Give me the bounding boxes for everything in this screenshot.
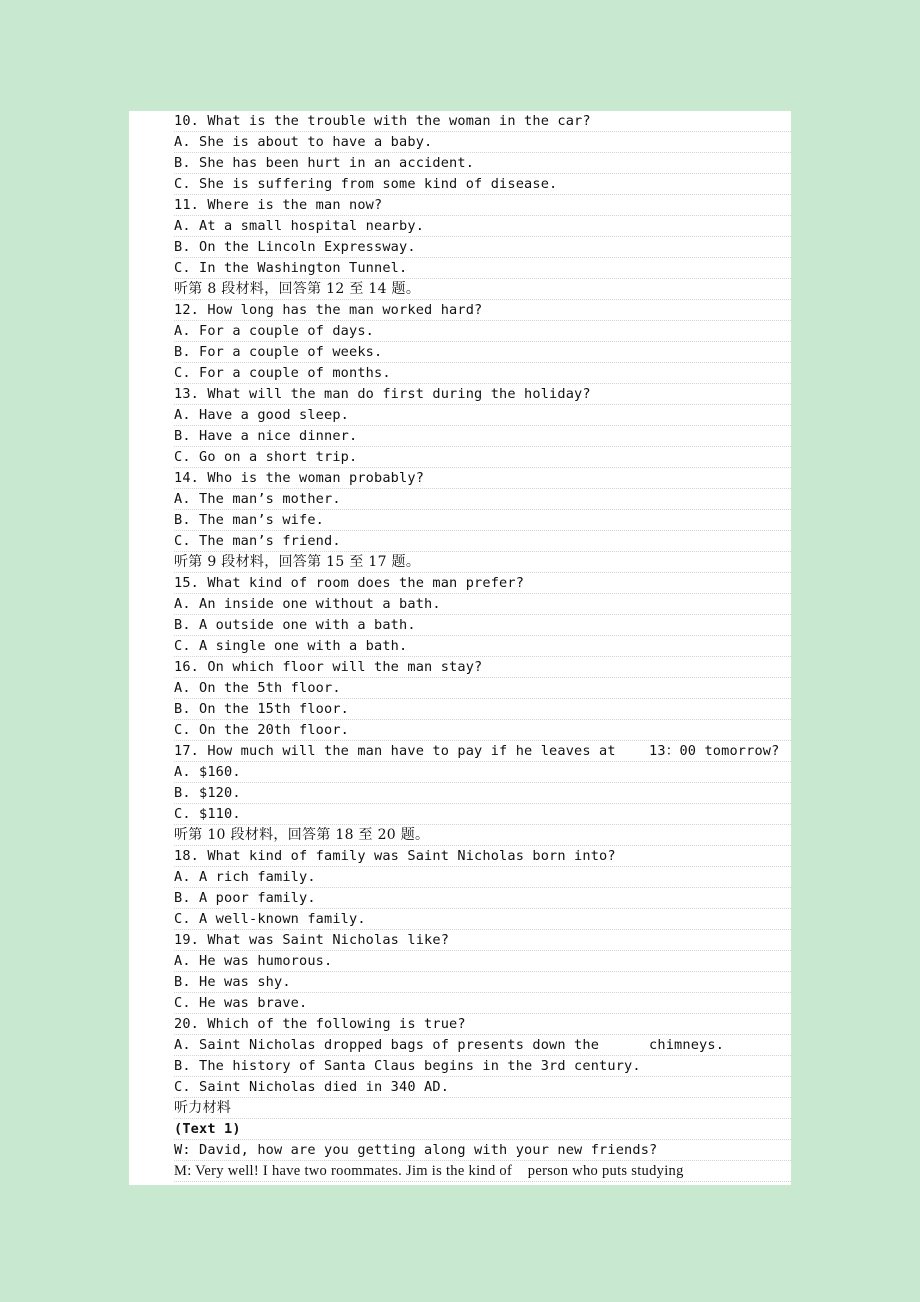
text-line: 19. What was Saint Nicholas like?: [174, 930, 791, 951]
text-line: B. For a couple of weeks.: [174, 342, 791, 363]
text-line: B. She has been hurt in an accident.: [174, 153, 791, 174]
text-line: B. Have a nice dinner.: [174, 426, 791, 447]
text-line: B. He was shy.: [174, 972, 791, 993]
text-line: C. For a couple of months.: [174, 363, 791, 384]
text-line: M: Very well! I have two roommates. Jim is the kind of person who puts studying: [174, 1161, 791, 1182]
text-line: C. She is suffering from some kind of disease.: [174, 174, 791, 195]
text-line: A. An inside one without a bath.: [174, 594, 791, 615]
text-line: B. A poor family.: [174, 888, 791, 909]
text-line: C. In the Washington Tunnel.: [174, 258, 791, 279]
text-line: 11. Where is the man now?: [174, 195, 791, 216]
text-line: 17. How much will the man have to pay if he leaves at 13：00 tomorrow?: [174, 741, 791, 762]
text-line: C. A single one with a bath.: [174, 636, 791, 657]
text-line: A. She is about to have a baby.: [174, 132, 791, 153]
text-line: 20. Which of the following is true?: [174, 1014, 791, 1035]
text-line: C. He was brave.: [174, 993, 791, 1014]
text-line: C. Go on a short trip.: [174, 447, 791, 468]
document-page: [129, 111, 791, 1185]
text-line: 12. How long has the man worked hard?: [174, 300, 791, 321]
text-line: C. $110.: [174, 804, 791, 825]
text-line: B. $120.: [174, 783, 791, 804]
text-line: 15. What kind of room does the man prefer?: [174, 573, 791, 594]
text-line: 13. What will the man do first during the holiday?: [174, 384, 791, 405]
text-line: B. The man’s wife.: [174, 510, 791, 531]
text-line: A. Have a good sleep.: [174, 405, 791, 426]
text-line: B. On the Lincoln Expressway.: [174, 237, 791, 258]
text-line: A. He was humorous.: [174, 951, 791, 972]
text-line: W: David, how are you getting along with your new friends?: [174, 1140, 791, 1161]
text-line: C. The man’s friend.: [174, 531, 791, 552]
section-heading: 听第 10 段材料，回答第 18 至 20 题。: [174, 825, 791, 846]
text-line: A. For a couple of days.: [174, 321, 791, 342]
text-line: 18. What kind of family was Saint Nicholas born into?: [174, 846, 791, 867]
text-line: C. Saint Nicholas died in 340 AD.: [174, 1077, 791, 1098]
text-line: A. The man’s mother.: [174, 489, 791, 510]
section-heading: 听第 9 段材料，回答第 15 至 17 题。: [174, 552, 791, 573]
text-line: C. On the 20th floor.: [174, 720, 791, 741]
text-line: C. A well-known family.: [174, 909, 791, 930]
text-line: B. On the 15th floor.: [174, 699, 791, 720]
text-line: 14. Who is the woman probably?: [174, 468, 791, 489]
document-text: [174, 111, 791, 1182]
text-line: A. A rich family.: [174, 867, 791, 888]
text-line: A. On the 5th floor.: [174, 678, 791, 699]
text-line: A. $160.: [174, 762, 791, 783]
text-line: B. A outside one with a bath.: [174, 615, 791, 636]
text-line: 10. What is the trouble with the woman in the car?: [174, 111, 791, 132]
text-line: B. The history of Santa Claus begins in the 3rd century.: [174, 1056, 791, 1077]
text-line: A. Saint Nicholas dropped bags of presents down the chimneys.: [174, 1035, 791, 1056]
text-label: (Text 1): [174, 1119, 791, 1140]
text-line: A. At a small hospital nearby.: [174, 216, 791, 237]
text-line: 16. On which floor will the man stay?: [174, 657, 791, 678]
section-heading: 听力材料: [174, 1098, 791, 1119]
section-heading: 听第 8 段材料，回答第 12 至 14 题。: [174, 279, 791, 300]
